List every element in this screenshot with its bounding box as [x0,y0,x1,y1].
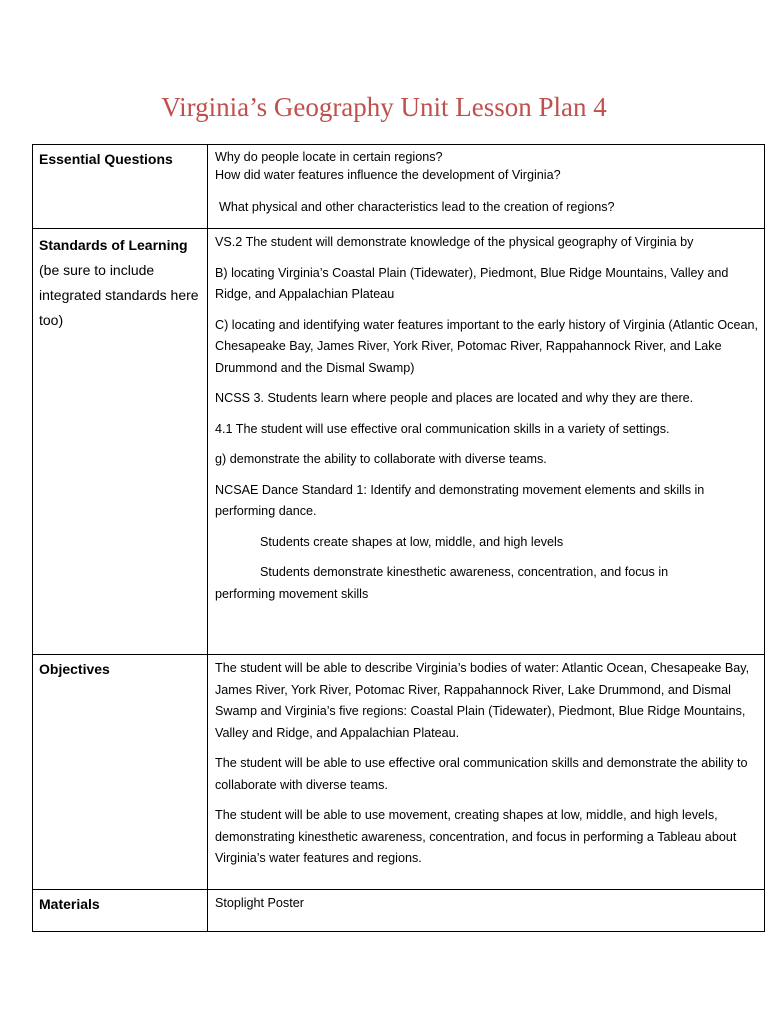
standards-label-bold: Standards of Learning [39,237,188,253]
standards-label [39,233,201,333]
table-row-standards [33,229,765,655]
standard-paragraph: B) locating Virginia’s Coastal Plain (Tidewater), Piedmont, Blue Ridge Mountains, Valley and Ridge, and Appalachian Plateau [215,265,729,301]
standards-label-note: (be sure to include integrated standards here too) [39,262,199,328]
essential-question: Why do people locate in certain regions? [215,150,443,164]
materials-label: Materials [39,896,100,912]
table-row-materials [33,890,765,932]
standard-paragraph: NCSAE Dance Standard 1: Identify and demonstrating movement elements and skills in performing dance. [215,482,705,518]
lesson-plan-table [32,144,765,932]
standard-paragraph: g) demonstrate the ability to collaborate with diverse teams. [215,452,547,466]
table-row-essential-questions [33,145,765,229]
essential-questions-label: Essential Questions [39,151,173,167]
essential-questions-cell [208,145,765,229]
standard-paragraph: performing movement skills [215,586,369,601]
standard-paragraph: NCSS 3. Students learn where people and places are located and why they are there. [215,391,694,405]
essential-question: How did water features influence the development of Virginia? [215,168,561,182]
table-row-objectives [33,655,765,890]
objective-paragraph: The student will be able to use movement, creating shapes at low, middle, and high levels, demonstrating kinesthetic awareness, concentration, and focus in performing a Tableau about Virginia’s water features and regions. [215,808,737,865]
standard-paragraph: 4.1 The student will use effective oral communication skills in a variety of settings. [215,421,670,436]
objective-paragraph: The student will be able to use effective oral communication skills and demonstrate the ability to collaborate with diverse teams. [215,756,748,792]
standard-paragraph: Students demonstrate kinesthetic awareness, concentration, and focus in [260,565,669,579]
standards-cell [208,229,765,655]
row-label-cell [33,229,208,655]
row-label-cell [33,890,208,932]
essential-question: What physical and other characteristics lead to the creation of regions? [219,200,615,214]
materials-cell [208,890,765,932]
objectives-cell [208,655,765,890]
material-item: Stoplight Poster [215,896,304,910]
objectives-label: Objectives [39,661,110,677]
standard-paragraph: Students create shapes at low, middle, and high levels [260,534,564,549]
objective-paragraph: The student will be able to describe Virginia’s bodies of water: Atlantic Ocean, Chesapeake Bay, James River, York River, Potomac River, Rappahannock River, Lake Drummond, and Dismal Swamp and Virginia’s five regions: Coastal Plain (Tidewater), Piedmont, Blue Ridge Mountains, Valley and Ridge, and Appalachian Plateau. [215,661,750,740]
page-title: Virginia’s Geography Unit Lesson Plan 4 [161,92,607,122]
row-label-cell [33,655,208,890]
standard-paragraph: C) locating and identifying water features important to the early history of Virginia (Atlantic Ocean, Chesapeake Bay, James River, York River, Potomac River, Rappahannock River, and Lake Drummond and the Dismal Swamp) [215,317,758,375]
standard-paragraph: VS.2 The student will demonstrate knowledge of the physical geography of Virginia by [215,235,694,249]
row-label-cell [33,145,208,229]
